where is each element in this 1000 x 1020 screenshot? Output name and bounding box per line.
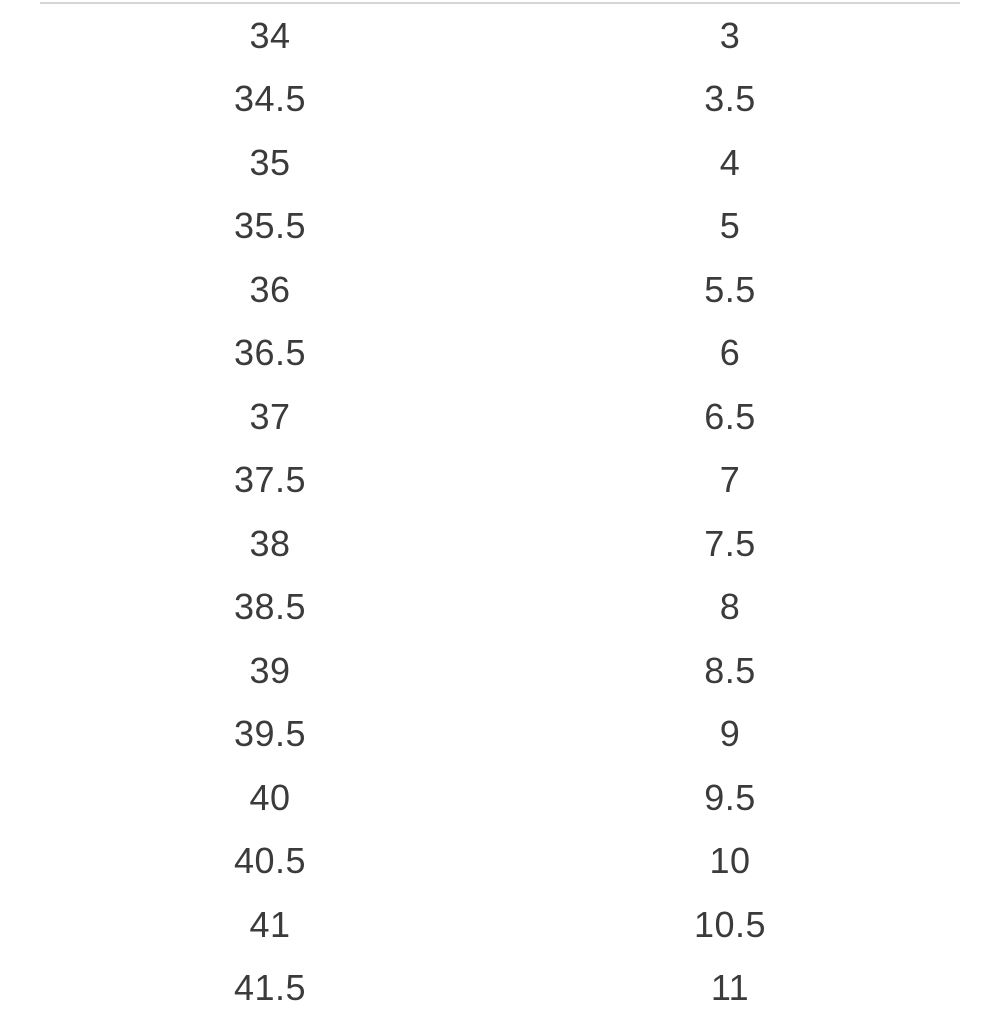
- size-cell-left: 41.5: [40, 970, 500, 1006]
- size-cell-left: 40.5: [40, 843, 500, 879]
- size-cell-right: 11: [500, 970, 960, 1006]
- table-row: [40, 576, 960, 640]
- table-row: [40, 639, 960, 703]
- size-cell-right: 3.5: [500, 81, 960, 117]
- size-cell-right: 8: [500, 589, 960, 625]
- table-row: [40, 449, 960, 513]
- size-cell-left: 37: [40, 399, 500, 435]
- size-cell-left: 37.5: [40, 462, 500, 498]
- size-cell-left: 36.5: [40, 335, 500, 371]
- size-cell-left: 39.5: [40, 716, 500, 752]
- table-row: [40, 258, 960, 322]
- size-cell-left: 40: [40, 780, 500, 816]
- size-cell-right: 6: [500, 335, 960, 371]
- table-row: [40, 322, 960, 386]
- size-cell-right: 10.5: [500, 907, 960, 943]
- table-row: [40, 68, 960, 132]
- table-row: [40, 131, 960, 195]
- table-top-divider: [40, 2, 960, 1020]
- size-cell-right: 5: [500, 208, 960, 244]
- size-cell-right: 9.5: [500, 780, 960, 816]
- size-cell-right: 9: [500, 716, 960, 752]
- size-cell-left: 34: [40, 18, 500, 54]
- table-row: [40, 766, 960, 830]
- size-cell-left: 35: [40, 145, 500, 181]
- size-cell-left: 38: [40, 526, 500, 562]
- size-cell-right: 3: [500, 18, 960, 54]
- table-row: [40, 957, 960, 1020]
- size-cell-left: 36: [40, 272, 500, 308]
- table-row: [40, 893, 960, 957]
- size-cell-left: 39: [40, 653, 500, 689]
- size-cell-right: 4: [500, 145, 960, 181]
- size-cell-right: 6.5: [500, 399, 960, 435]
- size-cell-right: 7.5: [500, 526, 960, 562]
- size-cell-left: 38.5: [40, 589, 500, 625]
- size-cell-right: 10: [500, 843, 960, 879]
- size-cell-right: 8.5: [500, 653, 960, 689]
- table-row: [40, 385, 960, 449]
- table-row: [40, 195, 960, 259]
- table-row: [40, 703, 960, 767]
- table-row: [40, 512, 960, 576]
- table-row: [40, 830, 960, 894]
- size-conversion-table: [40, 4, 960, 1020]
- size-cell-right: 7: [500, 462, 960, 498]
- size-cell-left: 35.5: [40, 208, 500, 244]
- table-row: [40, 4, 960, 68]
- size-cell-right: 5.5: [500, 272, 960, 308]
- size-cell-left: 34.5: [40, 81, 500, 117]
- size-cell-left: 41: [40, 907, 500, 943]
